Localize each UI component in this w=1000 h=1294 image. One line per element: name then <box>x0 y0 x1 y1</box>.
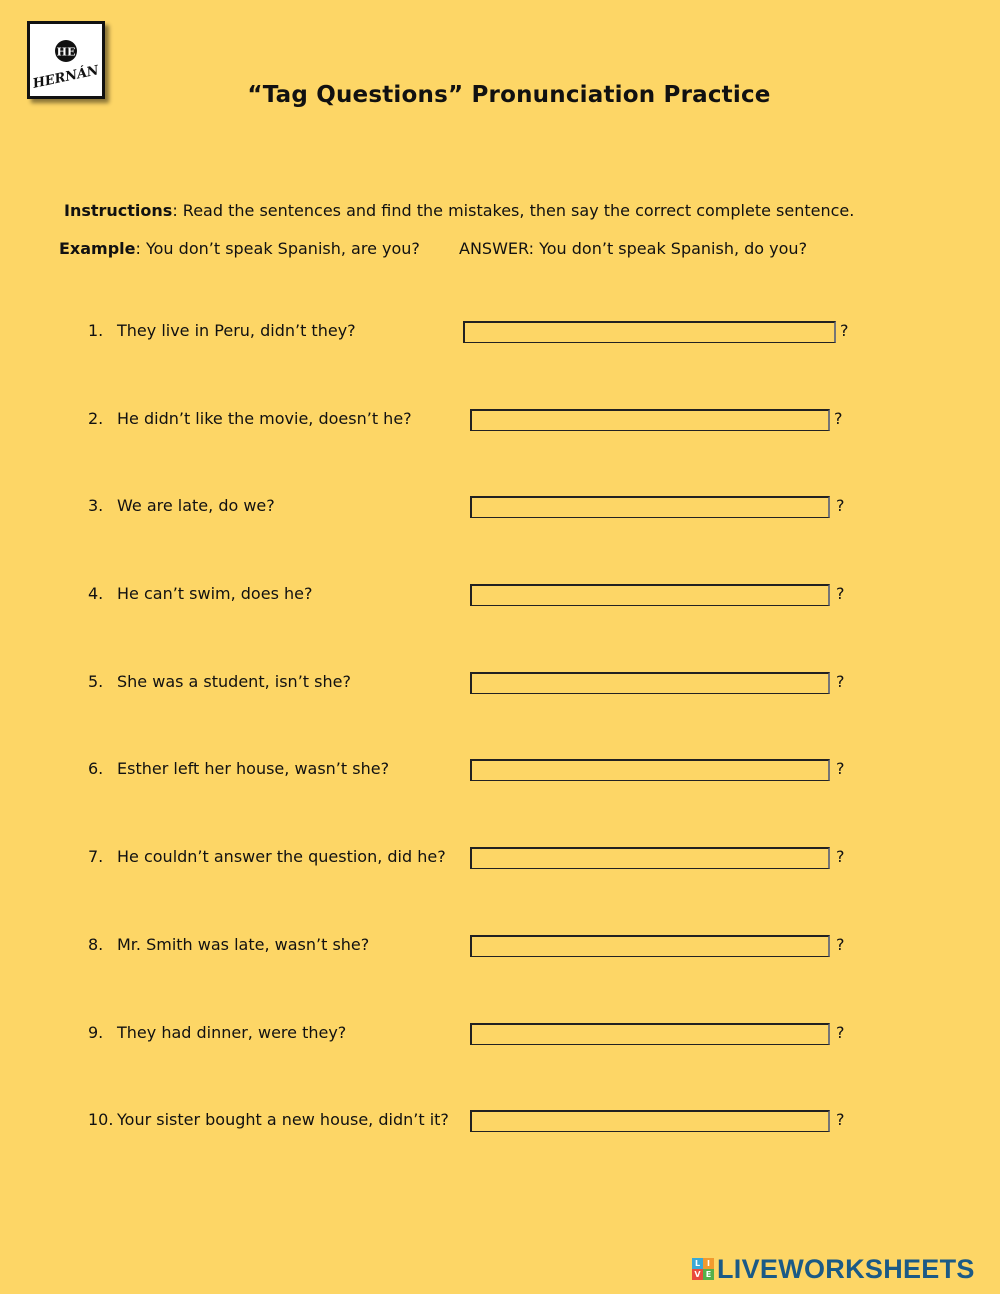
question-text: Esther left her house, wasn’t she? <box>117 759 390 778</box>
example-text: : You don’t speak Spanish, are you? <box>135 239 420 258</box>
answer-input[interactable] <box>470 1023 830 1045</box>
question-text: We are late, do we? <box>117 496 275 515</box>
question-row <box>88 409 868 433</box>
question-mark: ? <box>836 759 845 778</box>
question-number: 1. <box>88 321 104 340</box>
badge-letter: L <box>692 1258 703 1269</box>
brand-wordmark: LIVEWORKSHEETS <box>717 1253 975 1284</box>
question-number: 5. <box>88 672 104 691</box>
example-answer: ANSWER: You don’t speak Spanish, do you? <box>459 239 808 258</box>
question-number: 10. <box>88 1110 114 1129</box>
question-mark: ? <box>836 584 845 603</box>
logo-monogram: HE <box>56 45 76 59</box>
question-text: They live in Peru, didn’t they? <box>117 321 356 340</box>
question-row <box>88 672 868 696</box>
question-row <box>88 321 868 345</box>
question-mark: ? <box>840 321 849 340</box>
example-label: Example <box>59 239 136 258</box>
answer-input[interactable] <box>470 496 830 518</box>
question-row <box>88 496 868 520</box>
question-mark: ? <box>836 935 845 954</box>
question-number: 4. <box>88 584 104 603</box>
live-badge-icon <box>692 1258 714 1280</box>
answer-input[interactable] <box>470 409 830 431</box>
question-row <box>88 759 868 783</box>
question-mark: ? <box>836 1023 845 1042</box>
question-number: 2. <box>88 409 104 428</box>
question-row <box>88 1023 868 1047</box>
question-mark: ? <box>836 1110 845 1129</box>
badge-letter: V <box>692 1269 703 1280</box>
question-text: They had dinner, were they? <box>117 1023 347 1042</box>
question-row <box>88 935 868 959</box>
question-text: Your sister bought a new house, didn’t it? <box>117 1110 449 1129</box>
question-text: She was a student, isn’t she? <box>117 672 351 691</box>
answer-input[interactable] <box>470 759 830 781</box>
question-number: 6. <box>88 759 104 778</box>
question-text: He couldn’t answer the question, did he? <box>117 847 446 866</box>
instructions <box>64 201 854 220</box>
answer-input[interactable] <box>470 672 830 694</box>
question-mark: ? <box>834 409 843 428</box>
question-mark: ? <box>836 847 845 866</box>
answer-input[interactable] <box>470 847 830 869</box>
example <box>59 239 808 258</box>
instructions-label: Instructions <box>64 201 173 220</box>
question-number: 7. <box>88 847 104 866</box>
answer-input[interactable] <box>470 935 830 957</box>
question-text: Mr. Smith was late, wasn’t she? <box>117 935 370 954</box>
question-number: 9. <box>88 1023 104 1042</box>
liveworksheets-brand <box>692 1255 975 1283</box>
answer-input[interactable] <box>470 584 830 606</box>
question-text: He didn’t like the movie, doesn’t he? <box>117 409 412 428</box>
question-number: 8. <box>88 935 104 954</box>
badge-letter: I <box>703 1258 714 1269</box>
instructions-text: : Read the sentences and find the mistakes, then say the correct complete sentence. <box>172 201 855 220</box>
question-number: 3. <box>88 496 104 515</box>
answer-input[interactable] <box>463 321 836 343</box>
question-row <box>88 584 868 608</box>
answer-input[interactable] <box>470 1110 830 1132</box>
badge-letter: E <box>703 1269 714 1280</box>
logo-name: HERNÁN <box>31 63 101 92</box>
question-row <box>88 847 868 871</box>
page-title: “Tag Questions” Pronunciation Practice <box>247 82 771 108</box>
question-mark: ? <box>836 496 845 515</box>
question-row <box>88 1110 868 1134</box>
question-text: He can’t swim, does he? <box>117 584 313 603</box>
question-mark: ? <box>836 672 845 691</box>
